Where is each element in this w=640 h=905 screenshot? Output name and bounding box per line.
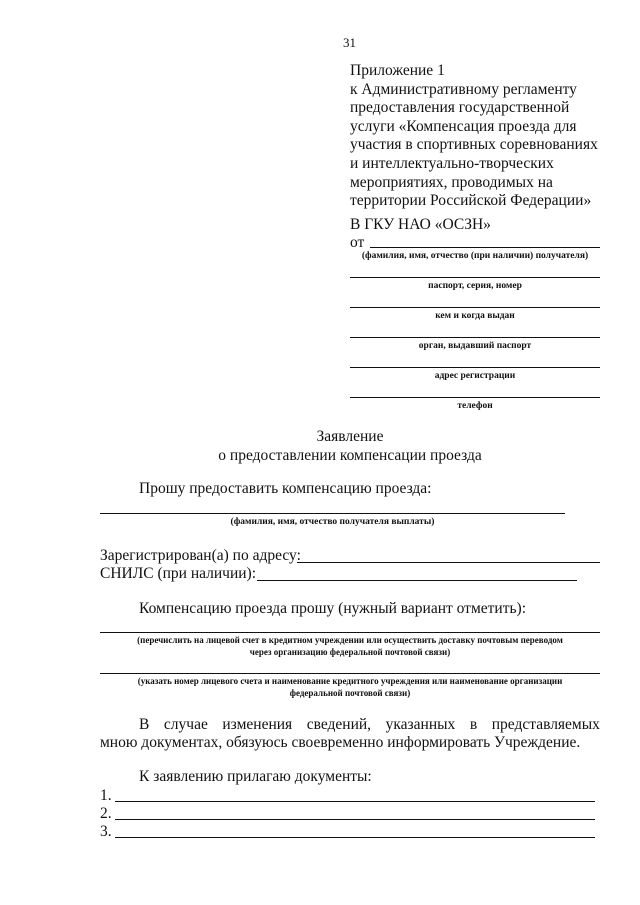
- field-caption: телефон: [457, 401, 493, 411]
- registration-address-field[interactable]: [350, 367, 600, 368]
- document-item-field[interactable]: [115, 819, 595, 820]
- appendix-line: мероприятиях, проводимых на: [350, 173, 553, 191]
- registered-address-label: Зарегистрирован(а) по адресу:: [100, 547, 301, 564]
- notice-word: представляемых: [491, 716, 600, 733]
- account-details-field[interactable]: [100, 673, 600, 674]
- sender-name-field[interactable]: [370, 247, 600, 248]
- request-text: Прошу предоставить компенсацию проезда:: [139, 480, 432, 497]
- notice-word: случае: [163, 716, 208, 733]
- field-caption: (фамилия, имя, отчество получателя выплаты): [230, 517, 435, 527]
- notice-word: В: [139, 716, 150, 733]
- document-item-field[interactable]: [115, 801, 595, 802]
- documents-text: К заявлению прилагаю документы:: [139, 768, 372, 785]
- appendix-line: Приложение 1: [350, 62, 445, 79]
- passport-issued-field[interactable]: [350, 307, 600, 308]
- from-label: от: [350, 234, 365, 251]
- document-item-number: 2.: [100, 805, 112, 822]
- field-caption: паспорт, серия, номер: [428, 281, 522, 291]
- document-item-number: 3.: [100, 823, 112, 840]
- snils-field[interactable]: [257, 580, 577, 581]
- notice-line: [139, 716, 600, 734]
- appendix-line: услуги «Компенсация проезда для: [350, 117, 577, 135]
- document-item-field[interactable]: [115, 837, 595, 838]
- field-caption: орган, выдавший паспорт: [418, 341, 532, 351]
- phone-field[interactable]: [350, 397, 600, 398]
- notice-word: указанных: [385, 716, 456, 733]
- appendix-line: предоставления государственной: [350, 99, 570, 117]
- notice-word: изменения: [222, 716, 293, 733]
- document-subtitle: о предоставлении компенсации проезда: [218, 447, 482, 464]
- registered-address-field[interactable]: [297, 562, 600, 563]
- field-caption: через организацию федеральной почтовой связи): [249, 647, 451, 657]
- field-caption: федеральной почтовой связи): [289, 688, 411, 698]
- appendix-line: к Административному регламенту: [350, 80, 577, 98]
- appendix-line: территории Российской Федерации»: [350, 192, 592, 210]
- addressee-to: В ГКУ НАО «ОСЗН»: [350, 216, 491, 233]
- page-number: 31: [343, 35, 356, 50]
- document-title: Заявление: [316, 428, 384, 445]
- notice-word: в: [469, 716, 478, 733]
- field-caption: адрес регистрации: [434, 371, 516, 381]
- document-item-number: 1.: [100, 787, 112, 804]
- appendix-line: участия в спортивных соревнованиях: [350, 136, 598, 154]
- passport-authority-field[interactable]: [350, 337, 600, 338]
- field-caption: кем и когда выдан: [435, 311, 515, 321]
- appendix-line: и интеллектуально-творческих: [350, 155, 554, 172]
- passport-number-field[interactable]: [350, 277, 600, 278]
- notice-word: сведений,: [306, 716, 372, 733]
- compensation-text: Компенсацию проезда прошу (нужный вариант отметить):: [139, 600, 527, 617]
- snils-label: СНИЛС (при наличии):: [100, 565, 257, 582]
- notice-line-2: мною документах, обязуюсь своевременно информировать Учреждение.: [100, 734, 581, 751]
- compensation-method-field[interactable]: [100, 632, 600, 633]
- field-caption: (перечислить на лицевой счет в кредитном учреждении или осуществить доставку почтовым переводом: [137, 635, 563, 645]
- recipient-name-field[interactable]: [100, 513, 565, 514]
- field-caption: (фамилия, имя, отчество (при наличии) получателя): [361, 251, 589, 261]
- field-caption: (указать номер лицевого счета и наименование кредитного учреждения или наименование организации: [137, 676, 563, 686]
